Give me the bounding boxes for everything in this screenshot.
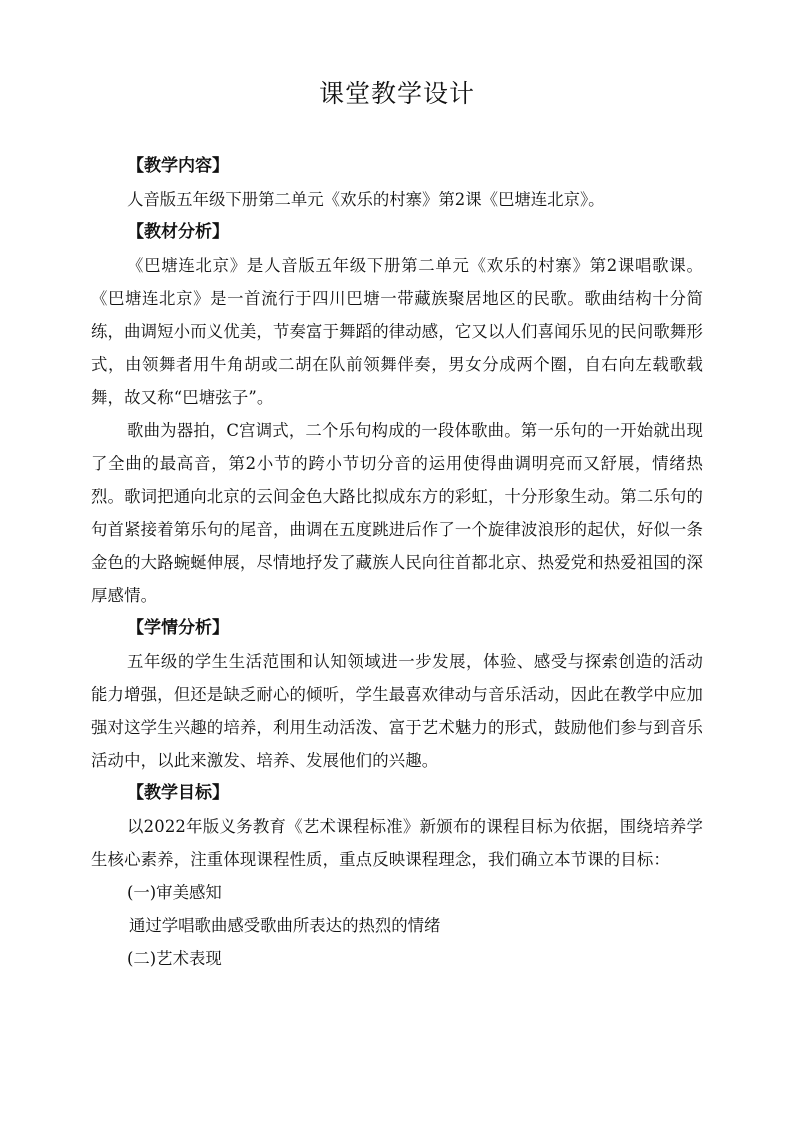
material-analysis-paragraph-2: 歌曲为器拍，C宫调式，二个乐句构成的一段体歌曲。第一乐句的一开始就出现了全曲的最高音，第2小节的跨小节切分音的运用使得曲调明亮而又舒展，情绪热烈。歌词把通向北京的云间金色大路比拟成东方的彩虹，十分形象生动。第二乐句的句首紧接着第乐句的尾音，曲调在五度跳进后作了一个旋律波浪形的起伏，好似一条金色的大路蜿蜒伸展，尽情地抒发了藏族人民向往首都北京、热爱党和热爱祖国的深厚感情。 xyxy=(91,421,704,605)
section-heading-teaching-content: 【教学内容】 xyxy=(127,156,229,176)
page-title: 课堂教学设计 xyxy=(318,79,475,108)
goal-item-aesthetic-perception: (一)审美感知 xyxy=(127,883,222,902)
material-analysis-paragraph-1: 《巴塘连北京》是人音版五年级下册第二单元《欢乐的村寨》第2课唱歌课。《巴塘连北京》是一首流行于四川巴塘一带藏族聚居地区的民歌。歌曲结构十分简练，曲调短小而义优美，节奏富于舞蹈的律动感，它又以人们喜闻乐见的民问歌舞形式，由领舞者用牛角胡或二胡在队前领舞伴奏，男女分成两个圈，自右向左载歌载舞，故又称“巴塘弦子”。 xyxy=(91,256,704,407)
section-heading-teaching-goals: 【教学目标】 xyxy=(127,783,229,803)
student-analysis-paragraph: 五年级的学生生活范围和认知领域进一步发展，体验、感受与探索创造的活动能力增强，但还是缺乏耐心的倾听，学生最喜欢律动与音乐活动，因此在教学中应加强对这学生兴趣的培养，利用生动活泼、富于艺术魅力的形式，鼓励他们参与到音乐活动中，以此来激发、培养、发展他们的兴趣。 xyxy=(91,652,704,770)
goal-item-artistic-expression: (二)艺术表现 xyxy=(127,949,222,968)
document-body xyxy=(91,150,703,975)
goal-item-aesthetic-perception-text: 通过学唱歌曲感受歌曲所表达的热烈的情绪 xyxy=(129,916,441,935)
section-heading-material-analysis: 【教材分析】 xyxy=(127,222,229,242)
section-heading-student-analysis: 【学情分析】 xyxy=(127,618,229,638)
teaching-goals-paragraph: 以2022年版义务教育《艺术课程标准》新颁布的课程目标为依据，围绕培养学生核心素养，注重体现课程性质，重点反映课程理念，我们确立本节课的目标： xyxy=(91,817,703,869)
teaching-content-text: 人音版五年级下册第二单元《欢乐的村寨》第2课《巴塘连北京》。 xyxy=(127,190,605,209)
